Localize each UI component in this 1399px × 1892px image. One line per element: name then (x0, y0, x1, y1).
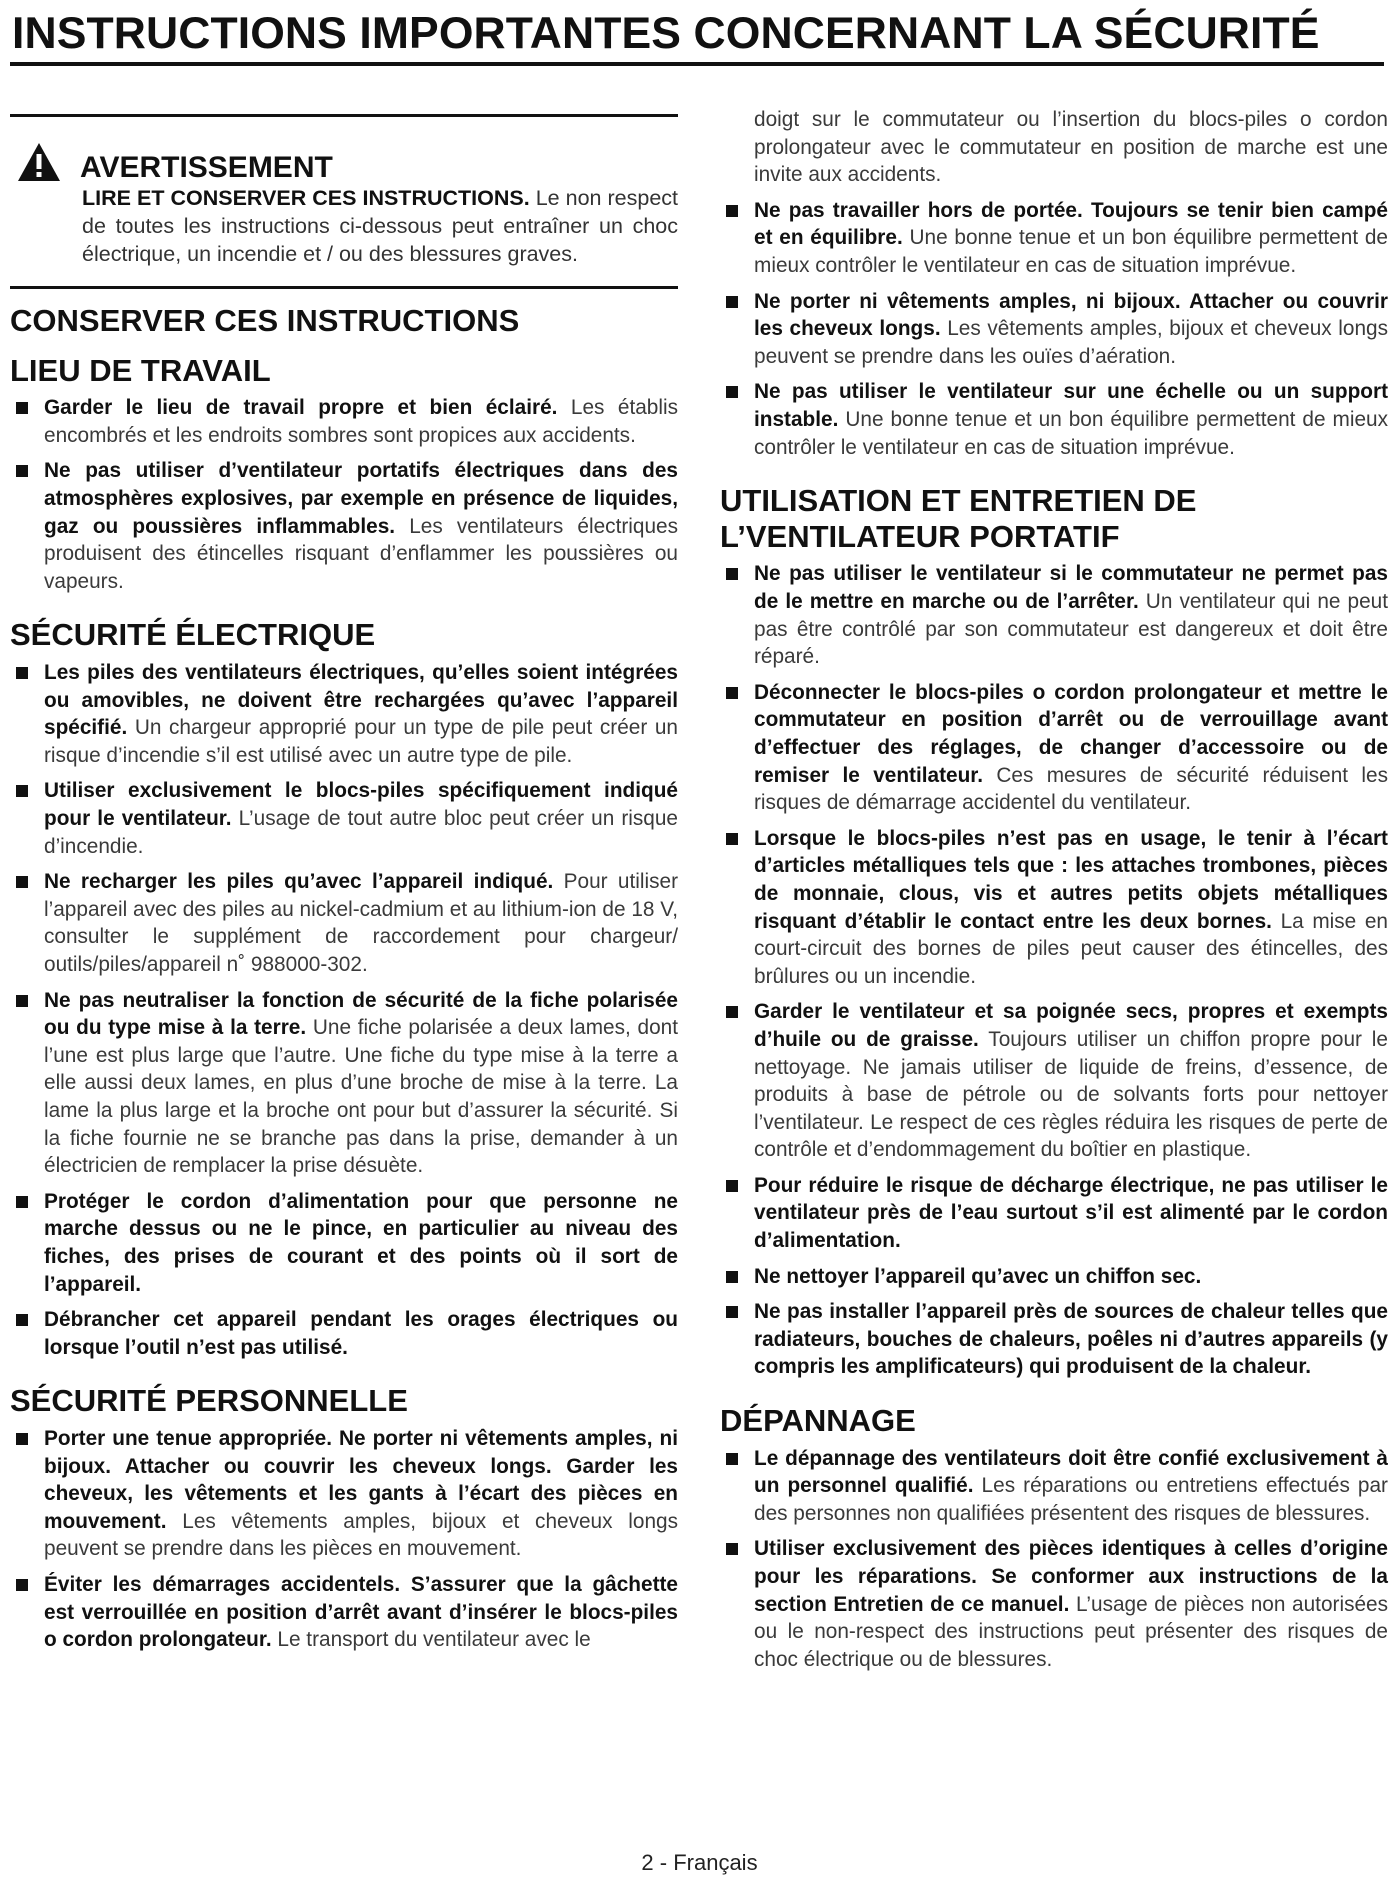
square-bullet-icon (726, 296, 738, 308)
warning-text (82, 184, 678, 268)
item-body-text: Les vêtements amples, bijoux et cheveux longs peuvent se prendre dans les pièces en mouvement. (44, 1509, 678, 1561)
item-bold-text: Utiliser exclusivement des pièces identiques à celles d’origine pour les réparations. Se conformer aux instructions de la section Entretien de ce manuel. (754, 1537, 1388, 1616)
list-item (720, 1263, 1388, 1291)
page-footer: 2 - Français (641, 1850, 758, 1875)
page-title: INSTRUCTIONS IMPORTANTES CONCERNANT LA SÉCURITÉ (12, 9, 1320, 58)
list-item (10, 987, 678, 1180)
item-bold-text: Garder le ventilateur et sa poignée secs, propres et exempts d’huile ou de graisse. (754, 1000, 1388, 1051)
use-care-title: UTILISATION ET ENTRETIEN DE L’VENTILATEUR PORTATIF (720, 483, 1197, 554)
square-bullet-icon (726, 205, 738, 217)
list-item (10, 1306, 678, 1361)
item-bold-text: Ne pas utiliser d’ventilateur portatifs électriques dans des atmosphères explosives, par exemple en présence de liquides, gaz ou poussières inflammables. (44, 459, 678, 538)
square-bullet-icon (16, 1196, 28, 1208)
electrical-title: SÉCURITÉ ÉLECTRIQUE (10, 617, 376, 653)
item-bold-text: Éviter les démarrages accidentels. S’assurer que la gâchette est verrouillée en position d’arrêt avant d’insérer le blocs-piles o cordon prolongateur. (44, 1572, 678, 1652)
square-bullet-icon (726, 1306, 738, 1318)
personal-list-continued (720, 197, 1388, 461)
list-item (10, 1425, 678, 1563)
item-body-text: Les vêtements amples, bijoux et cheveux longs peuvent se prendre dans les ouïes d’aération. (754, 317, 1388, 368)
square-bullet-icon (16, 465, 28, 477)
list-item (720, 1535, 1388, 1673)
item-bold-text: Lorsque le blocs-piles n’est pas en usage, le tenir à l’écart d’articles métalliques tels que : les attaches trombones, pièces de monnaie, clous, vis et autres petits objets métalliques risquant d’établir le contact entre les deux bornes. (754, 826, 1388, 933)
item-bold-text: Ne nettoyer l’appareil qu’avec un chiffon sec. (754, 1264, 1202, 1288)
item-body-text: L’usage de pièces non autorisées ou le non-respect des instructions peut présenter des risques de choc électrique ou de blessures. (754, 1592, 1388, 1671)
conserve-title: CONSERVER CES INSTRUCTIONS (10, 303, 520, 338)
item-bold-text: Les piles des ventilateurs électriques, qu’elles soient intégrées ou amovibles, ne doivent être rechargées qu’avec l’appareil spécifié. (44, 661, 678, 740)
item-bold-text: Ne pas installer l’appareil près de sources de chaleur telles que radiateurs, bouches de chaleurs, poêles ni d’autres appareils (y compris les amplificateurs) qui produisent de la chaleur. (754, 1300, 1388, 1379)
warning-box (10, 114, 678, 289)
item-bold-text: Pour réduire le risque de décharge électrique, ne pas utiliser le ventilateur près de l’eau surtout s’il est alimenté par le cordon d’alimentation. (754, 1173, 1388, 1253)
left-column (10, 114, 678, 1662)
square-bullet-icon (16, 1314, 28, 1326)
square-bullet-icon (726, 687, 738, 699)
warning-triangle-icon (16, 141, 62, 183)
warning-body: Le non respect de toutes les instructions ci-dessous peut entraîner un choc électrique, un incendie et / ou des blessures graves. (82, 186, 679, 266)
list-item (720, 197, 1388, 280)
square-bullet-icon (726, 568, 738, 580)
item-body-text: Un chargeur approprié pour un type de pile peut créer un risque d’incendie s’il est utilisé avec un autre type de pile. (44, 716, 678, 767)
square-bullet-icon (726, 833, 738, 845)
work-area-title: LIEU DE TRAVAIL (10, 352, 271, 388)
list-item (720, 1445, 1388, 1528)
item-body-text: Une bonne tenue et un bon équilibre permettent de mieux contrôler le ventilateur en cas de situation imprévue. (754, 407, 1388, 459)
item-body-text: Les établis encombrés et les endroits sombres sont propices aux accidents. (44, 396, 679, 447)
item-bold-text: Ne pas neutraliser la fonction de sécurité de la fiche polarisée ou du type mise à la terre. (44, 988, 678, 1040)
item-bold-text: Déconnecter le blocs-piles o cordon prolongateur et mettre le commutateur en position d’arrêt ou de verrouillage avant d’effectuer des réglages, de changer d’accessoire ou de remiser le ventilateur. (754, 680, 1388, 787)
item-bold-text: Ne pas travailler hors de portée. Toujours se tenir bien campé et en équilibre. (754, 198, 1388, 250)
list-item (10, 394, 678, 449)
item-body-text: Une fiche polarisée a deux lames, dont l’une est plus large que l’autre. Une fiche du type mise à la terre a elle aussi deux lames, en plus d’une broche de mise à la terre. La lame la plus large et la broche ont pour but d’assurer la sécurité. Si la fiche fournie ne se branche pas dans la prise, demander à un électricien de remplacer la prise désuète. (44, 1016, 678, 1178)
item-bold-text: Ne recharger les piles qu’avec l’appareil indiqué. (44, 870, 554, 894)
square-bullet-icon (16, 1433, 28, 1445)
list-item (720, 1172, 1388, 1255)
list-item (10, 1571, 678, 1654)
personal-list (10, 1425, 678, 1654)
item-body-text: Le transport du ventilateur avec le (271, 1628, 591, 1652)
work-area-list (10, 394, 678, 595)
square-bullet-icon (16, 876, 28, 888)
service-title: DÉPANNAGE (720, 1403, 916, 1439)
right-column (720, 108, 1389, 1681)
item-bold-text: Protéger le cordon d’alimentation pour que personne ne marche dessus ou ne le pince, en particulier au niveau des fiches, des prises de courant et des points où il sort de l’appareil. (44, 1189, 678, 1296)
square-bullet-icon (16, 402, 28, 414)
list-item (720, 998, 1388, 1164)
item-body-text: Les réparations ou entretiens effectués par des personnes non qualifiées présentent des risques de blessures. (754, 1474, 1388, 1525)
list-item (720, 825, 1388, 991)
item-body-text: L’usage de tout autre bloc peut créer un risque d’incendie. (44, 807, 678, 858)
warning-bold: LIRE ET CONSERVER CES INSTRUCTIONS. (82, 186, 530, 210)
item-body-text: Une bonne tenue et un bon équilibre permettent de mieux contrôler le ventilateur en cas de situation imprévue. (754, 226, 1388, 277)
square-bullet-icon (726, 386, 738, 398)
list-item (720, 1298, 1388, 1381)
item-body-text: Ces mesures de sécurité réduisent les risques de démarrage accidentel du ventilateur. (754, 763, 1388, 815)
item-bold-text: Garder le lieu de travail propre et bien éclairé. (44, 396, 558, 420)
list-item (720, 560, 1388, 670)
item-body-text: Pour utiliser l’appareil avec des piles au nickel-cadmium et au lithium-ion de 18 V, consulter le supplément de raccordement pour chargeur/ outils/piles/appareil n˚ 988000-302. (44, 870, 678, 977)
item-body-text: Un ventilateur qui ne peut pas être contrôlé par son commutateur est dangereux et doit être réparé. (754, 590, 1389, 669)
list-item (10, 659, 678, 769)
item-bold-text: Ne pas utiliser le ventilateur sur une échelle ou un support instable. (754, 380, 1388, 431)
item-bold-text: Le dépannage des ventilateurs doit être confié exclusivement à un personnel qualifié. (754, 1446, 1388, 1498)
service-list (720, 1445, 1388, 1674)
square-bullet-icon (726, 1453, 738, 1465)
list-item (720, 288, 1388, 371)
item-body-text: Toujours utiliser un chiffon propre pour le nettoyage. Ne jamais utiliser de liquide de freins, d’essence, de produits à base de pétrole ou de solvants forts pour nettoyer l’ventilateur. Le respect de ces règles réduira les risques de perte de contrôle et d’endommagement du boîtier en plastique. (754, 1027, 1388, 1162)
continuation-text: doigt sur le commutateur ou l’insertion du blocs-piles o cordon prolongateur avec le commutateur en position de marche est une invite aux accidents. (754, 108, 1388, 187)
square-bullet-icon (726, 1006, 738, 1018)
list-item (720, 679, 1388, 817)
item-body-text: Les ventilateurs électriques produisent des étincelles risquant d’enflammer les poussières ou vapeurs. (44, 514, 678, 593)
square-bullet-icon (16, 785, 28, 797)
item-bold-text: Utiliser exclusivement le blocs-piles spécifiquement indiqué pour le ventilateur. (44, 779, 678, 831)
square-bullet-icon (726, 1543, 738, 1555)
item-bold-text: Débrancher cet appareil pendant les orages électriques ou lorsque l’outil n’est pas utilisé. (44, 1308, 678, 1359)
item-bold-text: Ne porter ni vêtements amples, ni bijoux. Attacher ou couvrir les cheveux longs. (754, 289, 1388, 341)
warning-label: AVERTISSEMENT (80, 151, 333, 184)
list-item (10, 868, 678, 978)
use-care-list (720, 560, 1388, 1381)
item-bold-text: Ne pas utiliser le ventilateur si le commutateur ne permet pas de le mettre en marche ou de l’arrêter. (754, 562, 1388, 613)
list-item (10, 457, 678, 595)
square-bullet-icon (16, 1579, 28, 1591)
item-body-text: La mise en court-circuit des bornes de piles peut causer des étincelles, des brûlures ou un incendie. (754, 909, 1388, 988)
square-bullet-icon (16, 667, 28, 679)
electrical-list (10, 659, 678, 1361)
personal-title: SÉCURITÉ PERSONNELLE (10, 1383, 408, 1419)
square-bullet-icon (726, 1180, 738, 1192)
item-bold-text: Porter une tenue appropriée. Ne porter ni vêtements amples, ni bijoux. Attacher ou couvrir les cheveux longs. Garder les cheveux, les vêtements et les gants à l’écart des pièces en mouvement. (44, 1426, 678, 1533)
list-item (10, 1188, 678, 1298)
square-bullet-icon (726, 1271, 738, 1283)
title-rule (10, 62, 1384, 66)
list-item (720, 378, 1388, 461)
list-item (10, 777, 678, 860)
square-bullet-icon (16, 995, 28, 1007)
